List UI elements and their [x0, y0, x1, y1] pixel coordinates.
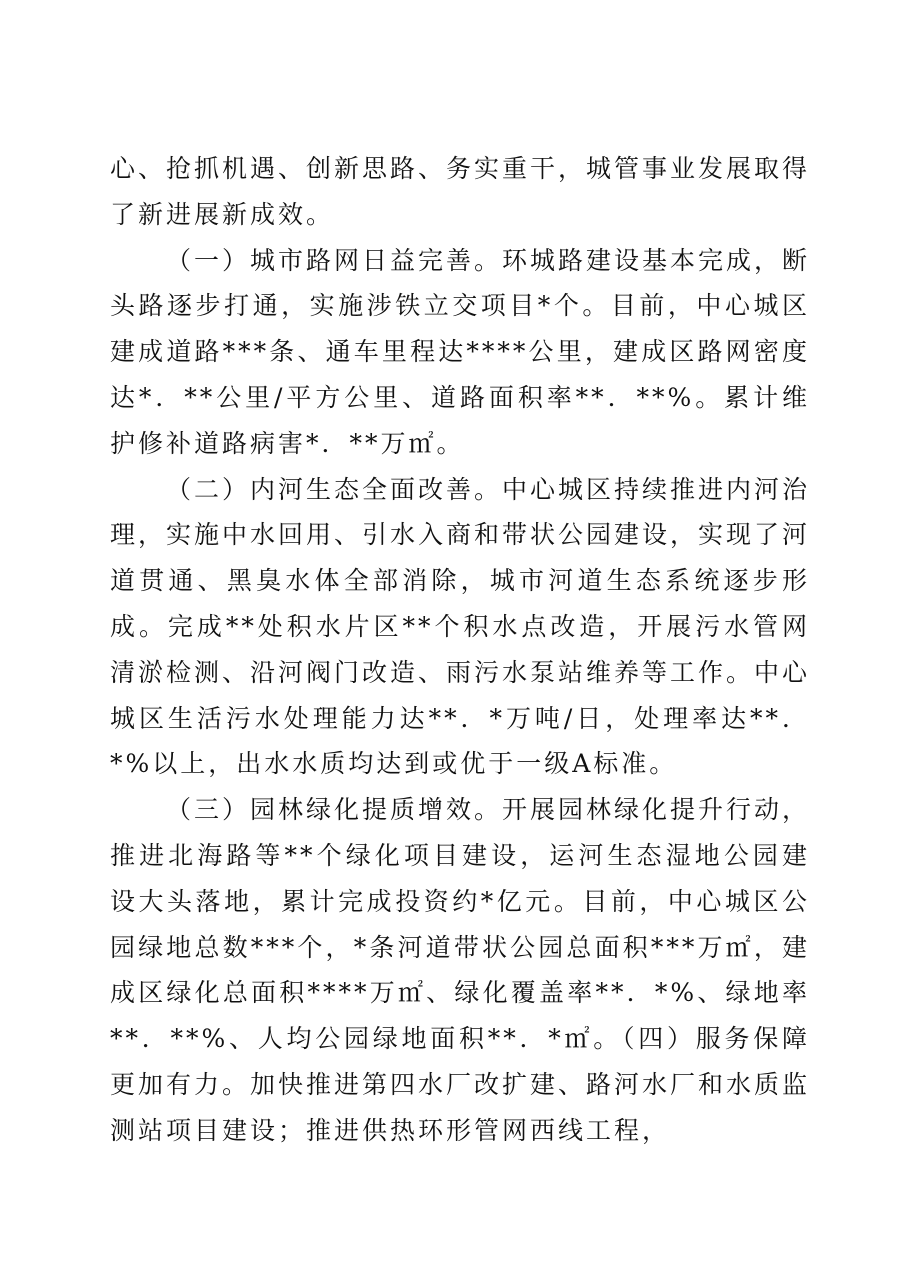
paragraph-landscaping: （三）园林绿化提质增效。开展园林绿化提升行动，推进北海路等**个绿化项目建设，运河生态湿地公园建设大头落地，累计完成投资约*亿元。目前，中心城区公园绿地总数***个，*条河道带状公园总面积***万㎡，建成区绿化总面积****万㎡、绿化覆盖率**．*%、绿地率**．**%、人均公园绿地面积**．*㎡。（四）服务保障更加有力。加快推进第四水厂改扩建、路河水厂和水质监测站项目建设；推进供热环形管网西线工程，: [110, 795, 811, 1145]
paragraph-road-network: （一）城市路网日益完善。环城路建设基本完成，断头路逐步打通，实施涉铁立交项目*个。目前，中心城区建成道路***条、通车里程达****公里，建成区路网密度达*．**公里/平方公里、道路面积率**．**%。累计维护修补道路病害*．**万㎡。: [110, 245, 811, 458]
document-body: [110, 146, 810, 1154]
paragraph-river-ecology: （二）内河生态全面改善。中心城区持续推进内河治理，实施中水回用、引水入商和带状公园建设，实现了河道贯通、黑臭水体全部消除，城市河道生态系统逐步形成。完成**处积水片区**个积水点改造，开展污水管网清淤检测、沿河阀门改造、雨污水泵站维养等工作。中心城区生活污水处理能力达**．*万吨/日，处理率达**．*%以上，出水水质均达到或优于一级A标准。: [110, 474, 811, 779]
paragraph-intro-continuation: 心、抢抓机遇、创新思路、务实重干，城管事业发展取得了新进展新成效。: [110, 154, 811, 229]
